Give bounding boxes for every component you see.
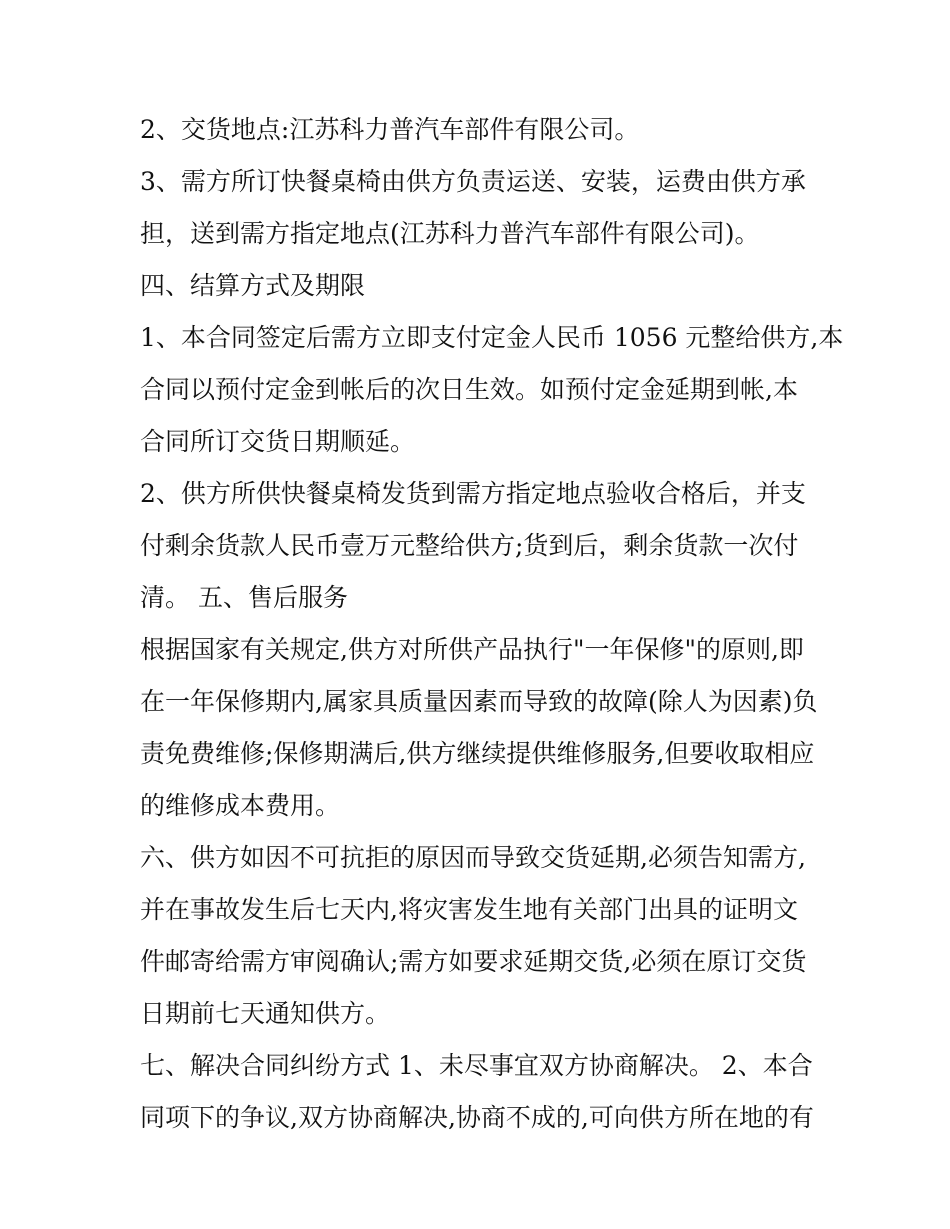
text-line-deposit-effective: 合同以预付定金到帐后的次日生效。如预付定金延期到帐,本 bbox=[140, 375, 798, 404]
text-line-deposit: 1、本合同签定后需方立即支付定金人民币 1056 元整给供方,本 bbox=[140, 323, 844, 352]
text-line-notice-period: 日期前七天通知供方。 bbox=[140, 999, 391, 1028]
section-heading-settlement: 四、结算方式及期限 bbox=[140, 271, 366, 300]
contract-text-block bbox=[140, 104, 844, 1144]
text-line-delivery-postpone: 合同所订交货日期顺延。 bbox=[140, 427, 416, 456]
text-line-warranty-period: 在一年保修期内,属家具质量因素而导致的故障(除人为因素)负 bbox=[140, 687, 818, 716]
section-heading-after-sales: 清。 五、售后服务 bbox=[140, 583, 348, 612]
text-line-disaster-proof: 并在事故发生后七天内,将灾害发生地有关部门出具的证明文 bbox=[140, 895, 798, 924]
text-line-transport-destination: 担，送到需方指定地点(江苏科力普汽车部件有限公司)。 bbox=[140, 219, 760, 248]
section-line-dispute-resolution: 七、解决合同纠纷方式 1、未尽事宜双方协商解决。 2、本合 bbox=[140, 1051, 813, 1080]
text-line-repair-cost: 的维修成本费用。 bbox=[140, 791, 341, 820]
text-line-acceptance: 2、供方所供快餐桌椅发货到需方指定地点验收合格后，并支 bbox=[140, 479, 806, 508]
text-line-dispute-venue: 同项下的争议,双方协商解决,协商不成的,可向供方所在地的有 bbox=[140, 1103, 814, 1132]
text-line-mail-confirmation: 件邮寄给需方审阅确认;需方如要求延期交货,必须在原订交货 bbox=[140, 947, 807, 976]
text-line-warranty-rule: 根据国家有关规定,供方对所供产品执行"一年保修"的原则,即 bbox=[140, 635, 804, 664]
text-line-delivery-location: 2、交货地点:江苏科力普汽车部件有限公司。 bbox=[140, 115, 640, 144]
text-line-transport-install: 3、需方所订快餐桌椅由供方负责运送、安装，运费由供方承 bbox=[140, 167, 806, 196]
section-line-force-majeure: 六、供方如因不可抗拒的原因而导致交货延期,必须告知需方, bbox=[140, 843, 806, 872]
text-line-remaining-payment: 付剩余货款人民币壹万元整给供方;货到后，剩余货款一次付 bbox=[140, 531, 799, 560]
text-line-free-repair: 责免费维修;保修期满后,供方继续提供维修服务,但要收取相应 bbox=[140, 739, 815, 768]
